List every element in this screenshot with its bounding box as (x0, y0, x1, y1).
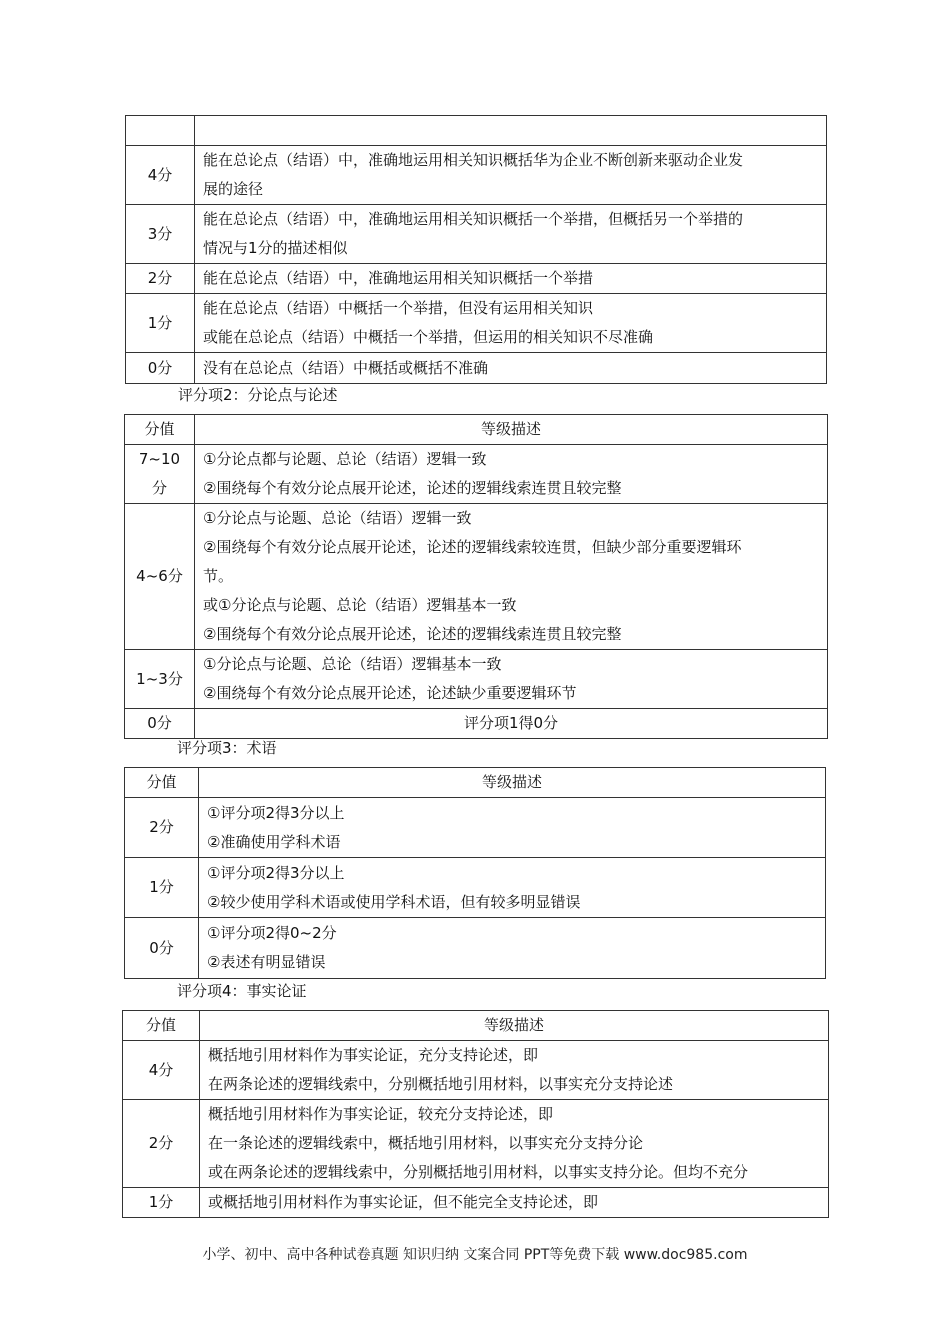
score-cell: 2分 (126, 264, 195, 294)
desc-cell (195, 264, 827, 294)
desc-line: ②表述有明显错误 (207, 953, 326, 971)
score-cell: 1分 (126, 294, 195, 353)
desc-line: ②准确使用学科术语 (207, 832, 341, 851)
score-line: 0分 (147, 714, 172, 732)
table-row (125, 504, 828, 650)
desc-cell (199, 918, 826, 979)
desc-cell (195, 116, 827, 146)
desc-line: 评分项1得0分 (463, 714, 559, 732)
score-line: 分 (151, 479, 167, 497)
table-row (126, 205, 827, 264)
desc-line: 概括地引用材料作为事实论证，较充分支持论述，即 (208, 1105, 554, 1123)
desc-line: ①评分项2得3分以上 (207, 803, 345, 822)
score-cell (125, 445, 195, 504)
table-row (125, 709, 828, 739)
desc-cell (195, 709, 828, 739)
table-row-blank (126, 116, 827, 146)
table-header-row (125, 768, 826, 798)
desc-line: ②围绕每个有效分论点展开论述，论述的逻辑线索较连贯，但缺少部分重要逻辑环 (203, 538, 742, 556)
rubric-table-1 (125, 115, 827, 384)
table-row (125, 445, 828, 504)
desc-cell (195, 650, 828, 709)
desc-line: ①分论点与论题、总论（结语）逻辑基本一致 (203, 655, 502, 673)
desc-line: 能在总论点（结语）中，准确地运用相关知识概括一个举措，但概括另一个举措的 (203, 210, 744, 228)
desc-cell (200, 1188, 829, 1218)
desc-cell (200, 1100, 829, 1188)
desc-line: 概括地引用材料作为事实论证，充分支持论述，即 (208, 1046, 539, 1064)
desc-cell (195, 504, 828, 650)
score-cell: 2分 (125, 798, 199, 858)
score-cell: 1分 (125, 858, 199, 918)
desc-line: ②围绕每个有效分论点展开论述，论述缺少重要逻辑环节 (203, 684, 577, 702)
desc-cell (199, 858, 826, 918)
desc-cell (200, 1041, 829, 1100)
section-heading-2: 评分项2：分论点与论述 (178, 386, 338, 404)
header-score: 分值 (123, 1011, 200, 1041)
desc-cell (195, 205, 827, 264)
desc-line: ①评分项2得0~2分 (207, 924, 337, 942)
desc-line: ②较少使用学科术语或使用学科术语，但有较多明显错误 (207, 892, 581, 911)
score-line: 1~3分 (136, 669, 183, 688)
score-cell (125, 504, 195, 650)
score-cell (126, 116, 195, 146)
desc-line: 能在总论点（结语）中概括一个举措，但没有运用相关知识 (203, 299, 594, 317)
header-desc: 等级描述 (199, 768, 826, 798)
score-cell: 2分 (123, 1100, 200, 1188)
table-row (125, 918, 826, 979)
page-footer: 小学、初中、高中各种试卷真题 知识归纳 文案合同 PPT等免费下载 www.doc985.com (202, 1247, 748, 1263)
table-row (123, 1100, 829, 1188)
desc-line: ①评分项2得3分以上 (207, 863, 345, 882)
desc-line: 能在总论点（结语）中，准确地运用相关知识概括一个举措 (203, 269, 594, 287)
desc-line: ①分论点与论题、总论（结语）逻辑一致 (203, 509, 472, 527)
score-cell: 0分 (125, 918, 199, 979)
score-line: 4~6分 (136, 567, 183, 585)
desc-line: 在两条论述的逻辑线索中，分别概括地引用材料，以事实充分支持论述 (208, 1075, 674, 1093)
score-cell (125, 709, 195, 739)
header-score: 分值 (125, 768, 199, 798)
table-row (125, 858, 826, 918)
desc-line: 能在总论点（结语）中，准确地运用相关知识概括华为企业不断创新来驱动企业发 (203, 151, 744, 169)
rubric-table-3 (124, 767, 826, 979)
section-heading-4: 评分项4：事实论证 (177, 982, 307, 1000)
score-line: 7~10 (138, 450, 181, 468)
rubric-table-2 (124, 414, 828, 739)
header-score: 分值 (125, 415, 195, 445)
rubric-table-4 (122, 1010, 829, 1218)
table-row (123, 1188, 829, 1218)
desc-line: 或在两条论述的逻辑线索中，分别概括地引用材料，以事实支持分论。但均不充分 (208, 1163, 749, 1181)
table-row (126, 294, 827, 353)
table-row (125, 650, 828, 709)
desc-cell (195, 353, 827, 384)
section-heading-3: 评分项3：术语 (177, 739, 277, 757)
desc-line: 情况与1分的描述相似 (203, 239, 348, 257)
desc-line: 没有在总论点（结语）中概括或概括不准确 (203, 358, 489, 377)
desc-cell (195, 294, 827, 353)
table-row (126, 264, 827, 294)
score-cell: 4分 (123, 1041, 200, 1100)
desc-line: 或①分论点与论题、总论（结语）逻辑基本一致 (203, 596, 517, 614)
desc-line: 或概括地引用材料作为事实论证，但不能完全支持论述，即 (208, 1193, 599, 1211)
desc-line: ②围绕每个有效分论点展开论述，论述的逻辑线索连贯且较完整 (203, 479, 622, 497)
desc-cell (195, 445, 828, 504)
desc-cell (199, 798, 826, 858)
table-header-row (125, 415, 828, 445)
header-desc: 等级描述 (200, 1011, 829, 1041)
desc-line: 或能在总论点（结语）中概括一个举措，但运用的相关知识不尽准确 (203, 328, 654, 346)
table-row (125, 798, 826, 858)
table-row (123, 1041, 829, 1100)
desc-line: 展的途径 (203, 180, 264, 198)
score-cell: 1分 (123, 1188, 200, 1218)
desc-cell (195, 146, 827, 205)
desc-line: 在一条论述的逻辑线索中，概括地引用材料，以事实充分支持分论 (208, 1134, 644, 1152)
desc-line: ②围绕每个有效分论点展开论述，论述的逻辑线索连贯且较完整 (203, 625, 622, 643)
table-header-row (123, 1011, 829, 1041)
score-cell: 0分 (126, 353, 195, 384)
table-row (126, 353, 827, 384)
table-row (126, 146, 827, 205)
desc-line: 节。 (203, 567, 234, 585)
header-desc: 等级描述 (195, 415, 828, 445)
score-cell (125, 650, 195, 709)
score-cell: 3分 (126, 205, 195, 264)
score-cell: 4分 (126, 146, 195, 205)
desc-line: ①分论点都与论题、总论（结语）逻辑一致 (203, 450, 487, 468)
